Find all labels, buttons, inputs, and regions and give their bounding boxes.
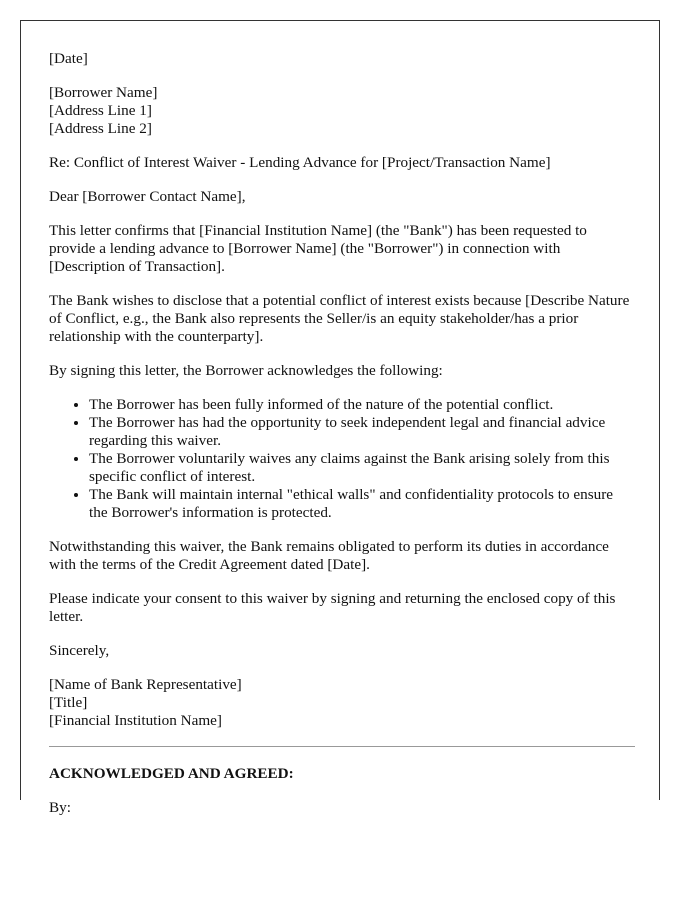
recipient-address <box>49 84 635 138</box>
acknowledgement-intro: By signing this letter, the Borrower acknowledges the following: <box>49 362 443 379</box>
signatory-title: [Title] <box>49 694 88 711</box>
letter-page <box>20 20 660 816</box>
signature-block <box>49 676 635 730</box>
letter-closing: Sincerely, <box>49 642 110 659</box>
list-item: • The Borrower voluntarily waives any claims against the Bank arising solely from this specific conflict of interest. <box>89 450 635 486</box>
paragraph-engagement: This letter confirms that [Financial Institution Name] (the "Bank") has been requested to provide a lending advance to [Borrower Name] (the "Borrower") in connection with [Description of Transaction]. <box>49 222 587 275</box>
section-divider <box>49 746 635 747</box>
paragraph-consent-request: Please indicate your consent to this waiver by signing and returning the enclosed copy of this letter. <box>49 590 616 625</box>
recipient-address-line-2: [Address Line 2] <box>49 120 152 137</box>
letter-salutation: Dear [Borrower Contact Name], <box>49 188 246 205</box>
acknowledged-by-label: By: <box>49 799 71 816</box>
list-item: • The Borrower has had the opportunity to seek independent legal and financial advice regarding this waiver. <box>89 414 635 450</box>
letter-subject: Re: Conflict of Interest Waiver - Lending Advance for [Project/Transaction Name] <box>49 154 551 171</box>
letter-content <box>49 50 635 833</box>
list-item: • The Borrower has been fully informed of the nature of the potential conflict. <box>89 396 635 414</box>
recipient-address-line-1: [Address Line 1] <box>49 102 152 119</box>
paragraph-obligations: Notwithstanding this waiver, the Bank remains obligated to perform its duties in accordance with the terms of the Credit Agreement dated [Date]. <box>49 538 609 573</box>
letter-date: [Date] <box>49 50 88 67</box>
acknowledgement-list <box>49 396 635 522</box>
paragraph-conflict-disclosure: The Bank wishes to disclose that a potential conflict of interest exists because [Describe Nature of Conflict, e.g., the Bank also represents the Seller/is an equity stakeholder/has a prior relationship with the counterparty]. <box>49 292 630 345</box>
acknowledged-heading: ACKNOWLEDGED AND AGREED: <box>49 765 294 782</box>
signatory-institution: [Financial Institution Name] <box>49 712 222 729</box>
list-item: • The Bank will maintain internal "ethical walls" and confidentiality protocols to ensure the Borrower's information is protected. <box>89 486 635 522</box>
recipient-name: [Borrower Name] <box>49 84 158 101</box>
signatory-name: [Name of Bank Representative] <box>49 676 242 693</box>
